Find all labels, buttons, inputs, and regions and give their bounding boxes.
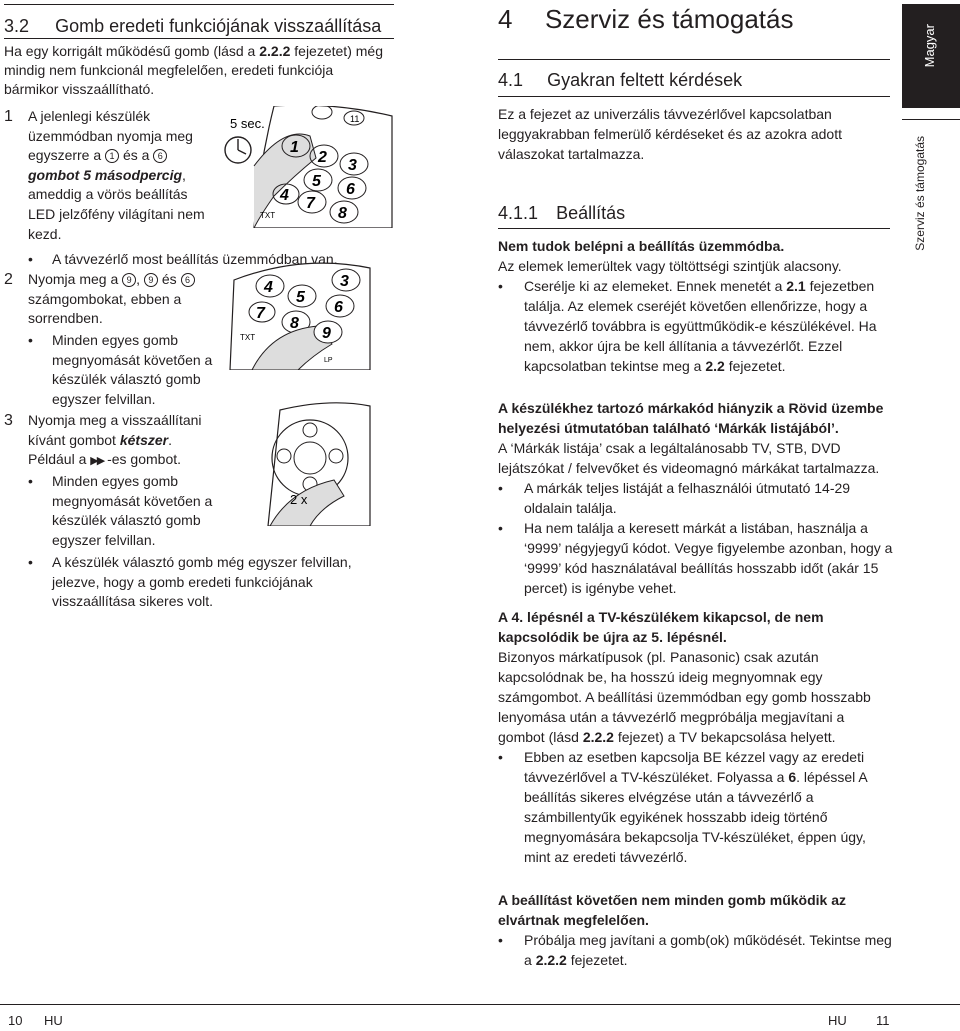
key-label: 7 xyxy=(256,305,265,322)
subsection-number: 4.1.1 xyxy=(498,203,539,223)
key-label: 5 xyxy=(312,173,321,190)
fast-forward-icon: ▶▶ xyxy=(90,455,104,468)
bullet-1: • A távvezérlő most beállítás üzemmódban van. xyxy=(28,251,338,267)
language-tab-label: Magyar xyxy=(922,24,937,68)
key-label: 9 xyxy=(322,325,331,342)
key-label: 4 xyxy=(280,187,289,204)
key-6-icon: 6 xyxy=(153,149,167,163)
page-number-left: 10 xyxy=(8,1013,23,1028)
step-3: 3 Nyomja meg a visszaállítani kívánt gombot kétszer. Például a ▶▶ -es gombot. xyxy=(4,412,202,468)
bullet-4: • A készülék választó gomb még egyszer felvillan, jelezve, hogy a gomb eredeti funkciójának visszaállítása sikeres volt. xyxy=(28,554,352,610)
faq-item-2 xyxy=(498,398,894,598)
press-count-label: 2 x xyxy=(290,492,308,507)
key-9-icon: 9 xyxy=(122,273,136,287)
step-number: 2 xyxy=(4,271,13,288)
section-number: 4.1 xyxy=(498,70,524,90)
key-label: 5 xyxy=(296,289,305,306)
faq-solution: • Ebben az esetben kapcsolja BE kézzel vagy az eredeti távvezérlővel a TV-készüléket. Folyassa a 6. lépéssel A beállítás sikeres elvégzése után a távvezérlő a számbillentyűk egyikének hosszabb ideig történő megnyomására bekapcsolja TV-készüléket, éppen úgy, mint az eredeti távvezérlő. xyxy=(498,749,867,865)
faq-cause: A ‘Márkák listája’ csak a legáltalánosabb TV, STB, DVD lejátszókat / felvevőket és videomagnó márkákat tartalmazza. xyxy=(498,440,880,476)
faq-item-1 xyxy=(498,236,894,376)
faq-item-3 xyxy=(498,607,894,867)
tab-rule xyxy=(902,119,960,120)
step-number: 3 xyxy=(4,412,13,429)
faq-cause: Bizonyos márkatípusok (pl. Panasonic) csak azután kapcsolódnak be, ha hosszú ideig megnyomnak egy számgombot. A beállítási üzemmódban egy gomb hosszabb lenyomása után a távvezérlő megpróbálja megjavítani a gombot (lásd 2.2.2 fejezet) a TV bekapcsolása helyett. xyxy=(498,649,871,745)
faq-solution: • Ha nem találja a keresett márkát a listában, használja a ‘9999’ négyjegyű kódot. Vegye figyelembe azonban, hogy a ‘9999’ kód használatával beállítás hosszabb időt (akár 15 percet) is igénybe vehet. xyxy=(498,520,893,596)
key-label: 8 xyxy=(338,205,347,222)
txt-key-label: TXT xyxy=(260,211,276,220)
clock-icon xyxy=(225,137,251,163)
figure-keypad-996 xyxy=(222,260,372,370)
step-2: 2 Nyomja meg a 9 , 9 és 6 számgombokat, ebben a sorrendben. xyxy=(4,270,209,329)
subsection-heading xyxy=(498,203,625,224)
language-tab xyxy=(902,4,960,108)
bullet-2: • Minden egyes gomb megnyomását követően a készülék választó gomb egyszer felvillan. xyxy=(28,332,213,407)
key-label: 3 xyxy=(340,273,349,290)
chapter-heading xyxy=(498,4,794,35)
step-1: 1 A jelenlegi készülék üzemmódban nyomja meg egyszerre a 1 és a 6 gombot 5 másodpercig, ameddig a vörös beállítás LED jelzőfény világítani nem kezd. xyxy=(4,108,205,242)
lp-key-label: LP xyxy=(324,357,333,364)
intro-paragraph: Ha egy korrigált működésű gomb (lásd a 2.2.2 fejezetet) még mindig nem funkcionál megfelelően, eredeti funkciója bármikor visszaállítható. xyxy=(4,43,383,97)
section-heading xyxy=(4,16,381,37)
subsection-title: Beállítás xyxy=(556,203,626,223)
key-label: 3 xyxy=(348,157,357,174)
key-label: 4 xyxy=(264,279,273,296)
timer-label: 5 sec. xyxy=(230,116,265,131)
section-heading xyxy=(498,70,742,91)
section-tab-label: Szerviz és támogatás xyxy=(913,136,927,251)
section-rule xyxy=(498,96,890,97)
page-number-right: 11 xyxy=(876,1013,890,1028)
footer-rule xyxy=(0,1004,960,1005)
top-rule xyxy=(4,4,394,5)
faq-question: Nem tudok belépni a beállítás üzemmódba. xyxy=(498,238,785,254)
subsection-rule xyxy=(498,228,890,229)
language-code-right: HU xyxy=(828,1013,847,1028)
key-6-icon: 6 xyxy=(181,273,195,287)
faq-item-4 xyxy=(498,890,894,970)
key-1-icon: 1 xyxy=(105,149,119,163)
figure-keypad-ff-2x xyxy=(250,400,390,526)
chapter-title: Szerviz és támogatás xyxy=(544,4,794,34)
faq-question: A 4. lépésnél a TV-készülékem kikapcsol, de nem kapcsolódik be újra az 5. lépésnél. xyxy=(498,609,824,645)
key-label: 1 xyxy=(290,139,299,156)
faq-question: A beállítást követően nem minden gomb működik az elvártnak megfelelően. xyxy=(498,892,846,928)
key-label: 8 xyxy=(290,315,299,332)
faq-question: A készülékhez tartozó márkakód hiányzik a Rövid üzembe helyezési útmutatóban található ‘Márkák listájából’. xyxy=(498,400,884,436)
key-9-icon: 9 xyxy=(144,273,158,287)
faq-solution: • A márkák teljes listáját a felhasználói útmutató 14-29 oldalain találja. xyxy=(498,480,851,516)
chapter-number: 4 xyxy=(498,4,513,34)
key-label: 7 xyxy=(306,195,315,212)
figure-keypad-5sec xyxy=(214,106,394,228)
faq-solution: • Próbálja meg javítani a gomb(ok) működését. Tekintse meg a 2.2.2 fejezetet. xyxy=(498,932,892,968)
section-title: Gyakran feltett kérdések xyxy=(547,70,743,90)
heading-rule xyxy=(4,38,394,39)
key-label: 11 xyxy=(350,114,360,124)
key-label: 2 xyxy=(318,149,327,166)
txt-key-label: TXT xyxy=(240,333,256,342)
chapter-rule xyxy=(498,59,890,60)
key-label: 6 xyxy=(346,181,355,198)
key-label: 6 xyxy=(334,299,343,316)
section-number: 3.2 xyxy=(4,16,30,36)
bullet-3: • Minden egyes gomb megnyomását követően a készülék választó gomb egyszer felvillan. xyxy=(28,473,213,548)
faq-solution: • Cserélje ki az elemeket. Ennek menetét a 2.1 fejezetben találja. Az elemek cseréjét követően ellenőrizze, hogy a távvezérlő továbbra is együttműködik-e készülékével. Ha nem, akkor újra be kell állítania a távvezérlőt. Ezzel kapcsolatban tekintse meg a 2.2 fejezetet. xyxy=(498,278,877,374)
section-intro: Ez a fejezet az univerzális távvezérlővel kapcsolatban leggyakrabban felmerülő kérdéseket és az azokra adott válaszokat tartalmazza. xyxy=(498,106,842,162)
language-code-left: HU xyxy=(44,1013,63,1028)
step-number: 1 xyxy=(4,108,13,125)
section-title: Gomb eredeti funkciójának visszaállítása xyxy=(55,16,382,36)
faq-cause: Az elemek lemerültek vagy töltöttségi szintjük alacsony. xyxy=(498,258,842,274)
